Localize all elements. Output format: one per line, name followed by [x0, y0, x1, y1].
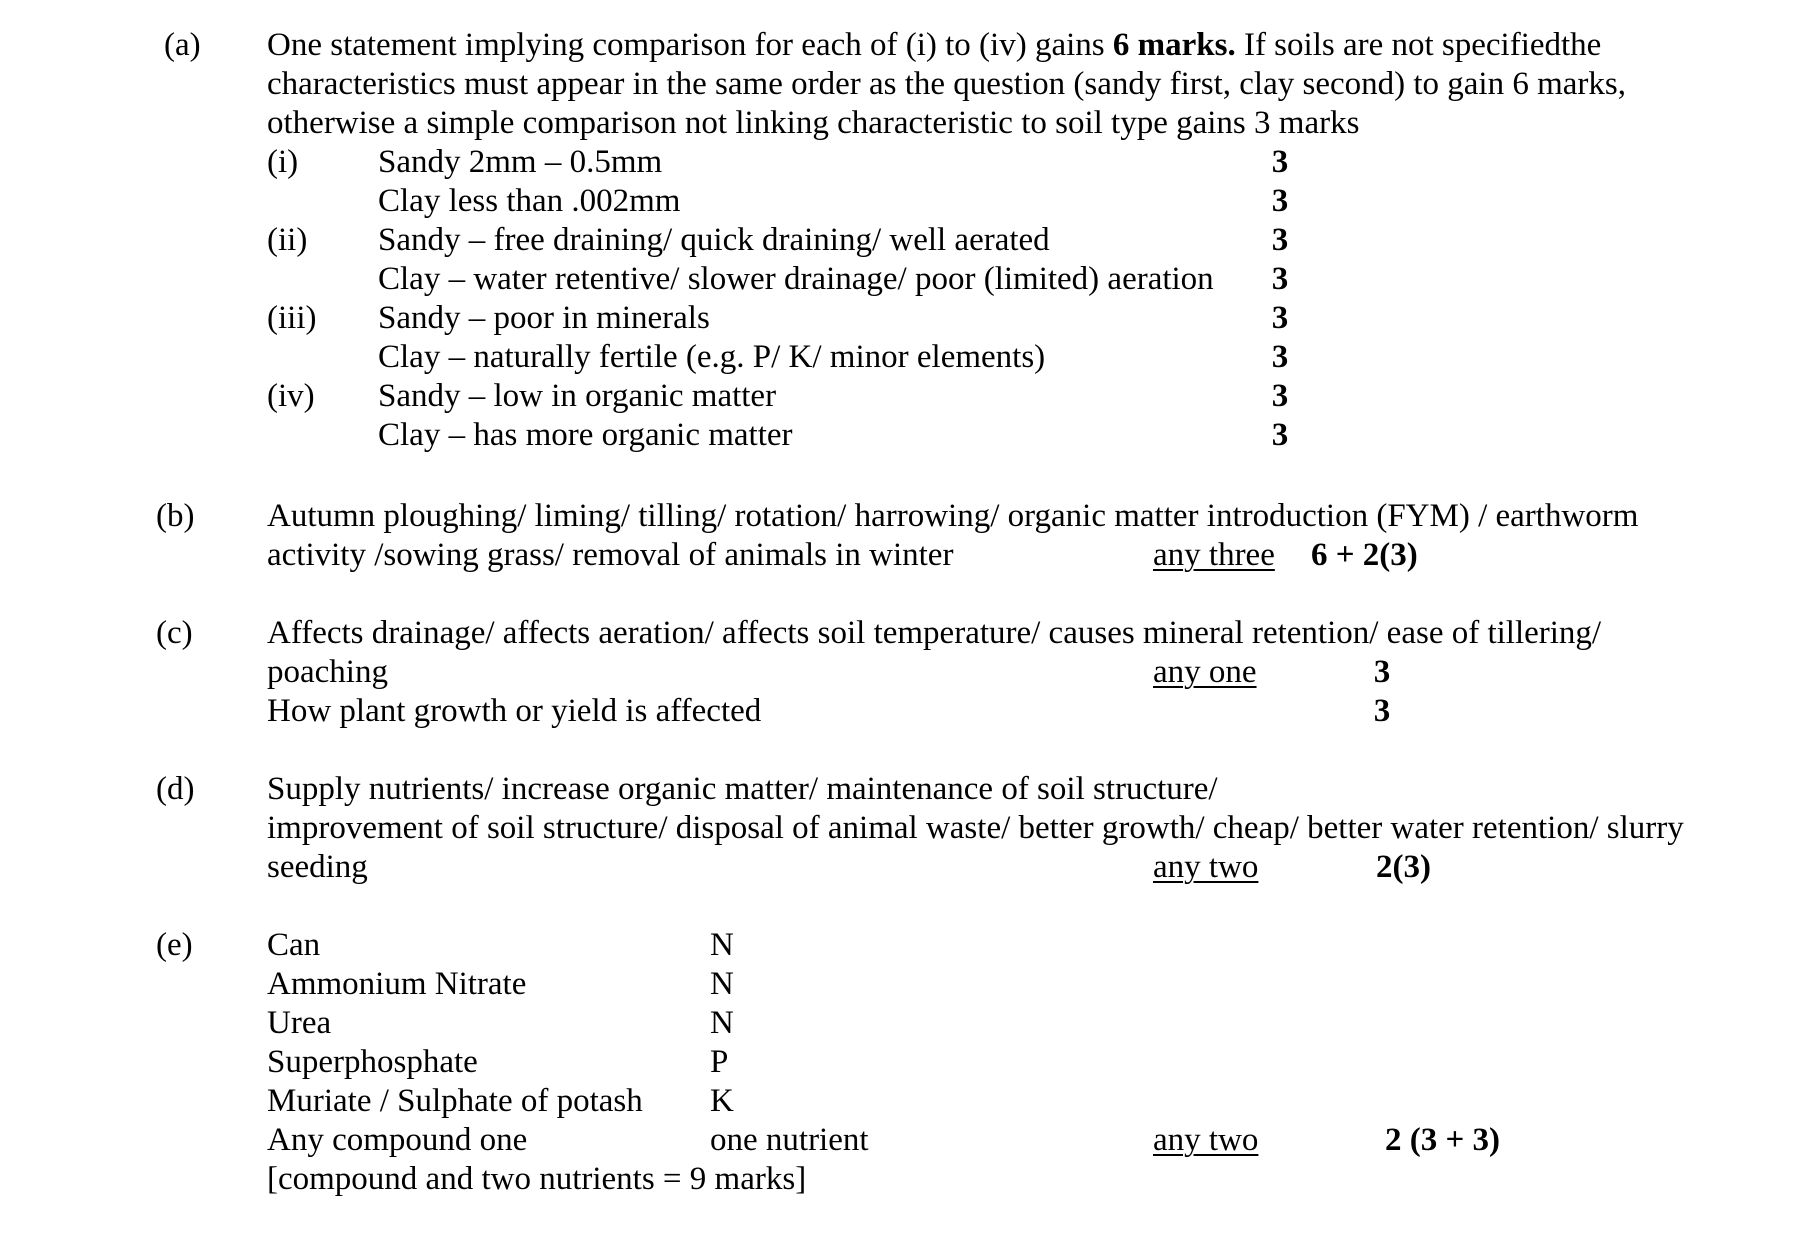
section-a-intro-line1: One statement implying comparison for each of (i) to (iv) gains 6 marks. If soils are not specifiedthe [267, 27, 1602, 63]
item-ii-row-1: Sandy – free draining/ quick draining/ well aerated [378, 222, 1050, 258]
section-d-line1: Supply nutrients/ increase organic matter/ maintenance of soil structure/ [267, 771, 1218, 807]
section-d-line3: seeding [267, 849, 368, 885]
section-b-qualifier: any three [1153, 537, 1275, 573]
section-b-line1: Autumn ploughing/ liming/ tilling/ rotation/ harrowing/ organic matter introduction (FYM) / earthworm [267, 498, 1639, 534]
section-e-label: (e) [156, 927, 193, 963]
section-e-mark: 2 (3 + 3) [1385, 1122, 1501, 1158]
item-ii-row-2: Clay – water retentive/ slower drainage/ poor (limited) aeration [378, 261, 1214, 297]
item-iv-row-1: Sandy – low in organic matter [378, 378, 777, 414]
item-iii-row-2: Clay – naturally fertile (e.g. P/ K/ minor elements) [378, 339, 1046, 375]
six-marks-emphasis: 6 marks. [1112, 27, 1236, 63]
item-iv-row-2: Clay – has more organic matter [378, 417, 793, 453]
section-e-note: [compound and two nutrients = 9 marks] [267, 1161, 807, 1197]
section-c-line1: Affects drainage/ affects aeration/ affects soil temperature/ causes mineral retention/ ease of tillering/ [267, 615, 1602, 651]
fertiliser-name-superphosphate: Superphosphate [267, 1044, 478, 1080]
section-d-qualifier: any two [1153, 849, 1259, 885]
section-d-label: (d) [156, 771, 195, 807]
fertiliser-name-ammonium-nitrate: Ammonium Nitrate [267, 966, 527, 1002]
item-iv-row-1-mark: 3 [1271, 378, 1289, 414]
fertiliser-nutrient-can: N [710, 927, 734, 963]
fertiliser-nutrient-compound: one nutrient [710, 1122, 869, 1158]
item-i-label: (i) [267, 144, 299, 180]
item-i-row-1: Sandy 2mm – 0.5mm [378, 144, 663, 180]
item-iv-label: (iv) [267, 378, 315, 414]
section-c-mark-1: 3 [1373, 654, 1391, 690]
fertiliser-name-compound: Any compound one [267, 1122, 528, 1158]
section-b-label: (b) [156, 498, 195, 534]
section-b-line2: activity /sowing grass/ removal of animals in winter [267, 537, 954, 573]
item-iv-row-2-mark: 3 [1271, 417, 1289, 453]
section-d-line2: improvement of soil structure/ disposal of animal waste/ better growth/ cheap/ better water retention/ slurry [267, 810, 1684, 846]
fertiliser-nutrient-ammonium-nitrate: N [710, 966, 734, 1002]
item-iii-row-2-mark: 3 [1271, 339, 1289, 375]
fertiliser-nutrient-urea: N [710, 1005, 734, 1041]
section-a-intro-line3: otherwise a simple comparison not linking characteristic to soil type gains 3 marks [267, 105, 1360, 141]
section-b-mark: 6 + 2(3) [1311, 537, 1418, 573]
section-a-intro-line2: characteristics must appear in the same order as the question (sandy first, clay second) to gain 6 marks, [267, 66, 1626, 102]
item-i-row-2: Clay less than .002mm [378, 183, 681, 219]
section-c-line3: How plant growth or yield is affected [267, 693, 762, 729]
section-d-mark: 2(3) [1376, 849, 1431, 885]
item-ii-label: (ii) [267, 222, 308, 258]
item-iii-row-1: Sandy – poor in minerals [378, 300, 710, 336]
fertiliser-name-can: Can [267, 927, 321, 963]
section-c-line2: poaching [267, 654, 388, 690]
fertiliser-nutrient-superphosphate: P [710, 1044, 729, 1080]
item-ii-row-2-mark: 3 [1271, 261, 1289, 297]
fertiliser-nutrient-potash: K [710, 1083, 734, 1119]
item-i-row-2-mark: 3 [1271, 183, 1289, 219]
item-i-row-1-mark: 3 [1271, 144, 1289, 180]
fertiliser-name-urea: Urea [267, 1005, 332, 1041]
section-c-mark-2: 3 [1373, 693, 1391, 729]
fertiliser-name-potash: Muriate / Sulphate of potash [267, 1083, 643, 1119]
section-c-qualifier: any one [1153, 654, 1257, 690]
item-ii-row-1-mark: 3 [1271, 222, 1289, 258]
section-a-label: (a) [164, 27, 201, 63]
item-iii-label: (iii) [267, 300, 317, 336]
section-c-label: (c) [156, 615, 193, 651]
item-iii-row-1-mark: 3 [1271, 300, 1289, 336]
section-e-qualifier: any two [1153, 1122, 1259, 1158]
